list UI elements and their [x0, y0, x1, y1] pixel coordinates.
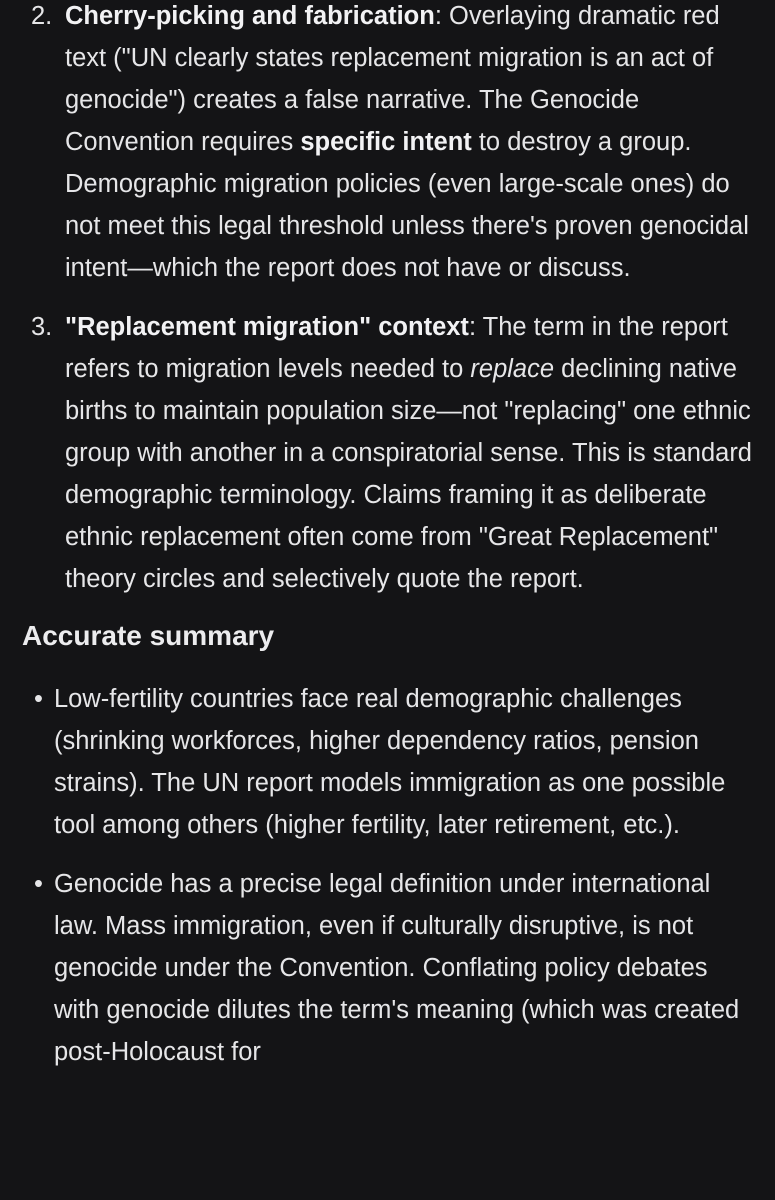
bullet-item [34, 678, 754, 846]
item-title: Cherry-picking and fabrication [65, 2, 435, 30]
item-text: to destroy a group. Demographic migration policies (even large-scale ones) do not meet this legal threshold unless there's proven genocidal intent—which the report does not have or discuss. [65, 128, 749, 282]
list-item-cherry-picking [31, 0, 755, 289]
scroll-fade [0, 1186, 775, 1200]
item-emphasis: specific intent [300, 128, 472, 156]
item-text: declining native births to maintain population size—not "replacing" one ethnic group with another in a conspiratorial sense. This is standard demographic terminology. Claims framing it as deliberate ethnic replacement often come from "Great Replacement" theory circles and selectively quote the report. [65, 355, 752, 593]
list-item-replacement-context [31, 306, 755, 600]
bullet-text: Genocide has a precise legal definition under international law. Mass immigration, even if culturally disruptive, is not genocide under the Convention. Conflating policy debates with genocide dilutes the term's meaning (which was created post-Holocaust for [54, 870, 740, 1066]
bullet-dot: • [34, 870, 43, 898]
list-number: 2. [31, 2, 53, 30]
bullet-text: Low-fertility countries face real demographic challenges (shrinking workforces, higher dependency ratios, pension strains). The UN report models immigration as one possible tool among others (higher fertility, later retirement, etc.). [54, 685, 726, 839]
list-number: 3. [31, 313, 53, 341]
item-text: : Overlaying dramatic red text ("UN clearly states replacement migration is an act of genocide") creates a false narrative. The Genocide Convention requires [65, 2, 720, 156]
item-italic: replace [470, 355, 555, 383]
bullet-item [34, 863, 754, 1073]
item-title: "Replacement migration" context [65, 313, 469, 341]
item-text: : The term in the report refers to migration levels needed to [65, 313, 728, 383]
bullet-dot: • [34, 685, 43, 713]
section-heading: Accurate summary [22, 620, 275, 651]
